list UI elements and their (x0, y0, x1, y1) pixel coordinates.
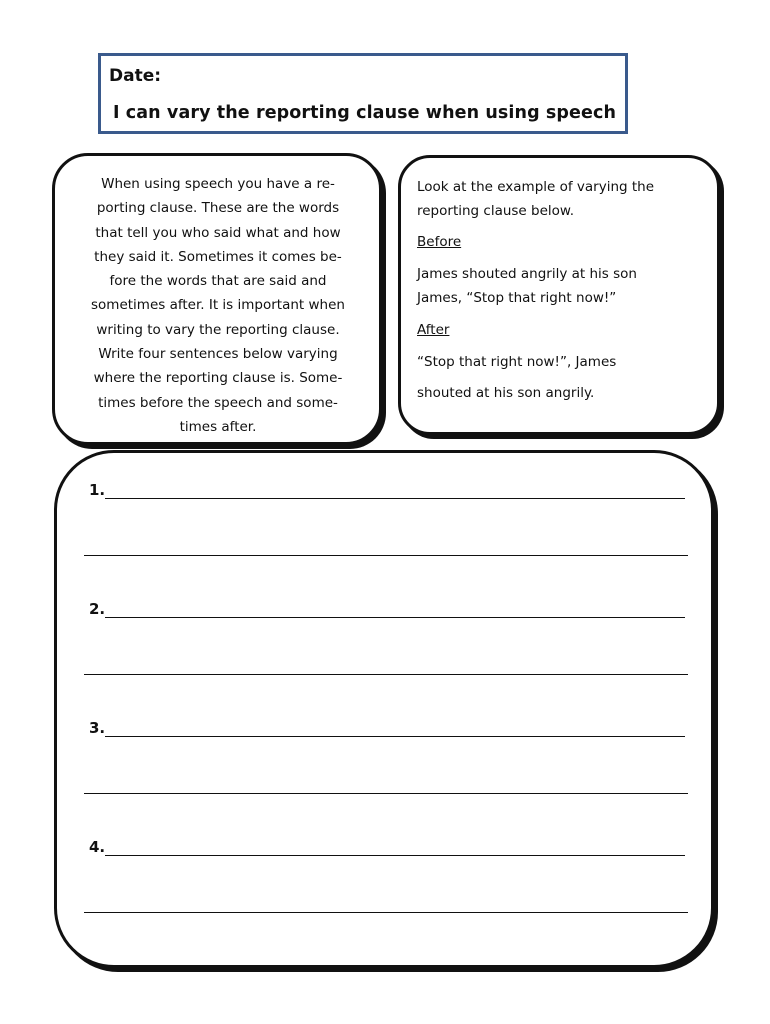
after-sentence: shouted at his son angrily. (417, 385, 595, 401)
answer-line[interactable] (84, 660, 688, 675)
answer-line[interactable] (105, 603, 685, 618)
answer-item-2 (89, 600, 685, 618)
answer-line[interactable] (84, 779, 688, 794)
example-intro: reporting clause below. (417, 203, 575, 219)
answer-box (54, 450, 714, 968)
instructions-box (52, 153, 382, 445)
answer-item-1 (89, 481, 685, 499)
date-label: Date: (109, 66, 162, 86)
instructions-line: times after. (179, 418, 257, 435)
item-number: 4. (89, 838, 106, 856)
answer-item-4 (89, 838, 685, 856)
instructions-text (69, 172, 367, 439)
answer-item-4-continued (84, 898, 688, 913)
answer-line[interactable] (84, 898, 688, 913)
instructions-line: sometimes after. It is important when (91, 297, 345, 314)
instructions-line: times before the speech and some- (98, 394, 338, 411)
answer-item-1-continued (84, 541, 688, 556)
instructions-line: Write four sentences below varying (98, 346, 338, 363)
answer-item-3 (89, 719, 685, 737)
item-number: 1. (89, 481, 106, 499)
answer-line[interactable] (105, 722, 685, 737)
answer-line[interactable] (105, 841, 685, 856)
answer-line[interactable] (84, 541, 688, 556)
item-number: 3. (89, 719, 106, 737)
instructions-line: where the reporting clause is. Some- (93, 370, 343, 387)
after-heading: After (417, 322, 450, 338)
instructions-line: fore the words that are said and (109, 273, 327, 290)
item-number: 2. (89, 600, 106, 618)
before-sentence: James shouted angrily at his son (417, 266, 637, 282)
learning-objective: I can vary the reporting clause when using speech (113, 103, 617, 123)
answer-item-2-continued (84, 660, 688, 675)
instructions-line: that tell you who said what and how (95, 224, 341, 241)
before-sentence: James, “Stop that right now!” (417, 290, 617, 306)
example-intro: Look at the example of varying the (417, 179, 655, 195)
instructions-line: they said it. Sometimes it comes be- (94, 248, 342, 265)
example-box (398, 155, 720, 435)
before-heading: Before (417, 234, 462, 250)
answer-line[interactable] (105, 484, 685, 499)
instructions-line: When using speech you have a re- (101, 176, 335, 192)
answer-item-3-continued (84, 779, 688, 794)
after-sentence: “Stop that right now!”, James (417, 354, 617, 370)
instructions-line: writing to vary the reporting clause. (96, 321, 340, 338)
header-box (98, 53, 628, 134)
instructions-line: porting clause. These are the words (96, 200, 340, 217)
